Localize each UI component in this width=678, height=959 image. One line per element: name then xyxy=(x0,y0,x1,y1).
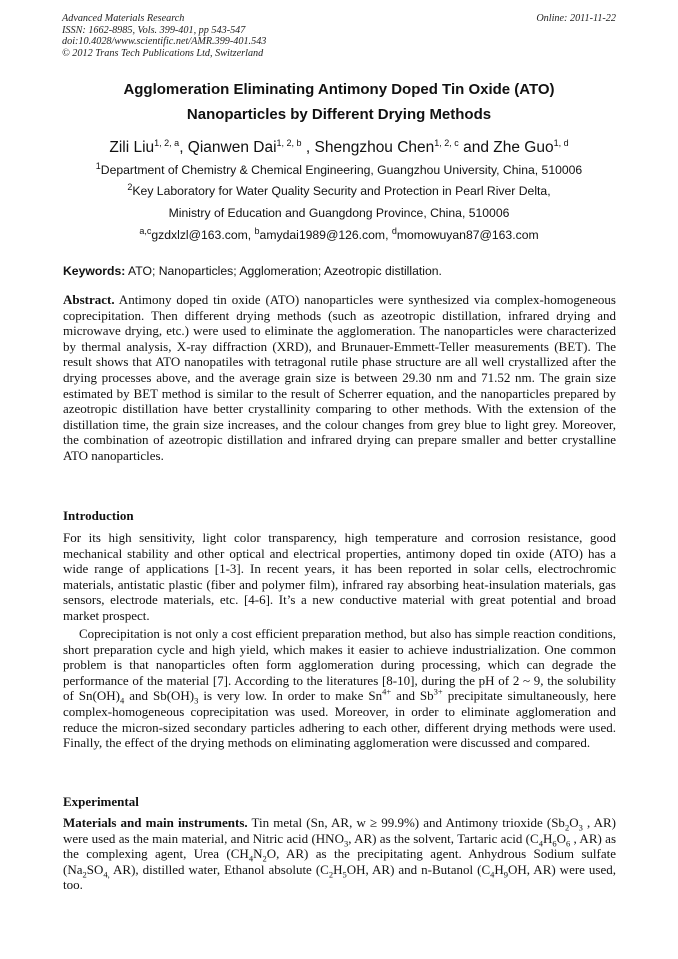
subscript: 2 xyxy=(82,869,87,880)
subscript: 3 xyxy=(343,838,349,849)
intro-paragraph-1: For its high sensitivity, light color transparency, high temperature and corrosion resistance, good mechanical stability and other optical and electrical properties, antimony doped tin oxide (ATO) has a wide range of applications [1-3]. In recent years, it has been reported in solar cells, electrochromic materials, antistatic plastic (fiber and polymer film), infrared ray absorbing heat-insulation materials, gas sensors, electrode materials, etc. [4-6]. It’s a new conductive material with great potential and broad market prospect. xyxy=(63,530,616,623)
aff-text: Department of Chemistry & Chemical Engineering, Guangzhou University, China, 510006 xyxy=(100,163,583,177)
author-list xyxy=(40,139,638,157)
text-run: SO xyxy=(86,861,104,877)
issn-line: ISSN: 1662-8985, Vols. 399-401, pp 543-547 xyxy=(62,24,246,36)
email-line xyxy=(40,225,638,243)
text-run: H xyxy=(542,830,553,846)
subscript: 2 xyxy=(328,869,334,880)
experimental-paragraph xyxy=(63,815,616,893)
subscript: 4 xyxy=(248,853,254,864)
author-sup: 1, 2, c xyxy=(434,137,459,148)
online-date: Online: 2011-11-22 xyxy=(536,13,616,24)
text-run: AR), distilled water, Ethanol absolute (C xyxy=(109,861,329,877)
email-link[interactable]: gzdxlzl@163.com, xyxy=(151,228,255,242)
author-name: , Qianwen Dai xyxy=(179,139,277,156)
text-run: H xyxy=(333,861,343,877)
aff-sup: 1 xyxy=(95,160,101,171)
journal-header xyxy=(62,13,618,59)
author-sup: 1, d xyxy=(553,137,569,148)
text-run: N xyxy=(253,846,263,862)
subscript: 4 xyxy=(490,869,495,880)
subscript: 4 xyxy=(538,838,543,849)
text-run: O xyxy=(569,815,579,830)
text-run: , AR) as the complexing agent, Urea (CH xyxy=(63,830,616,862)
abstract-paragraph xyxy=(63,292,616,464)
email-link[interactable]: momowuyan87@163.com xyxy=(396,228,539,242)
subscript: 5 xyxy=(342,869,347,880)
subscript: 2 xyxy=(564,822,570,833)
subscript: 4, xyxy=(103,869,110,880)
subscript: 2 xyxy=(262,853,267,864)
subscript: 6 xyxy=(565,838,571,849)
text-run: OH, AR) and n-Butanol (C xyxy=(346,861,491,877)
superscript: 3+ xyxy=(433,687,443,698)
subscript: 3 xyxy=(194,695,199,706)
aff-sup: 2 xyxy=(127,181,133,192)
paper-title-line-1: Agglomeration Eliminating Antimony Doped Tin Oxide (ATO) xyxy=(123,81,555,98)
author-name: , Shengzhou Chen xyxy=(301,139,435,156)
doi-line: doi:10.4028/www.scientific.net/AMR.399-401.543 xyxy=(62,36,267,48)
keywords-label: Keywords: xyxy=(63,264,126,278)
affiliation-2-line-2: Ministry of Education and Guangdong Province, China, 510006 xyxy=(168,206,510,220)
abstract-label: Abstract. xyxy=(63,292,115,307)
author-sup: 1, 2, b xyxy=(276,137,302,148)
keywords xyxy=(63,264,623,278)
text-run: , AR) as the solvent, Tartaric acid (C xyxy=(348,830,539,846)
paper-title-line-2: Nanoparticles by Different Drying Methods xyxy=(186,106,492,123)
text-run: and Sb xyxy=(391,688,434,704)
email-sup: d xyxy=(391,225,397,236)
subscript: 3 xyxy=(578,822,583,833)
subscript: 6 xyxy=(552,838,557,849)
text-run: O, AR) as the precipitating agent. Anhydrous Sodium sulfate (Na xyxy=(63,846,616,877)
superscript: 4+ xyxy=(382,687,392,698)
author-name: Zili Liu xyxy=(109,139,155,156)
subscript: 4 xyxy=(119,695,125,706)
author-name: and Zhe Guo xyxy=(458,139,554,156)
subscript: 9 xyxy=(503,869,509,880)
email-link[interactable]: amydai1989@126.com, xyxy=(259,228,392,242)
text-run: and Sb(OH) xyxy=(124,688,195,704)
text-run: is very low. In order to make Sn xyxy=(198,688,383,704)
section-heading-introduction: Introduction xyxy=(63,508,134,523)
copyright-line: © 2012 Trans Tech Publications Ltd, Switzerland xyxy=(62,47,264,59)
abstract-text: Antimony doped tin oxide (ATO) nanoparticles were synthesized via complex-homogeneous coprecipitation. Then different drying methods (such as azeotropic distillation, infrared drying and microwave drying, etc.) were used to eliminate the agglomeration. The nanoparticles were characterized by thermal analysis, X-ray diffraction (XRD), and Brunauer-Emmett-Teller measurements (BET). The result shows that ATO nanopatiles with tetragonal rutile phase structure are all well crystallized after the drying processes above, and the average grain size is between 29.30 nm and 71.52 nm. The grain size estimated by BET method is similar to the result of Scherrer equation, and the nanoparticles prepared by azeotropic distillation have better crystallinity comparing to other methods. With the extension of the distillation time, the grain size increases, and the colour changes from grey blue to light grey. Moreover, the combination of azeotropic distillation and infrared drying can prepare smaller and better crystalline ATO nanoparticles. xyxy=(63,292,616,463)
text-run: , AR) were used as the main material, and Nitric acid (HNO xyxy=(63,815,617,846)
text-run: Coprecipitation is not only a cost efficient preparation method, but also has simple reaction conditions, short preparation cycle and high yield, which makes it easier to achieve industrialization. One common problem is that nanoparticles often form agglomeration during processing, which can degrade the performance of the material [7]. According to the literatures [8-10], during the pH of 2 ~ 9, the solubility of Sn(OH) xyxy=(63,626,616,704)
text-run: OH, AR) were used, too. xyxy=(63,861,616,893)
subsection-heading: Materials and main instruments. xyxy=(63,815,248,830)
affiliation-2 xyxy=(40,181,638,199)
text-run: O xyxy=(556,830,566,846)
email-sup: a,c xyxy=(139,225,152,236)
text-run: Tin metal (Sn, AR, w ≥ 99.9%) and Antimony trioxide (Sb xyxy=(247,815,565,830)
author-sup: 1, 2, a xyxy=(154,137,180,148)
journal-name: Advanced Materials Research xyxy=(62,13,185,24)
keywords-text: ATO; Nanoparticles; Agglomeration; Azeotropic distillation. xyxy=(125,264,442,278)
email-sup: b xyxy=(254,225,260,236)
text-run: precipitate simultaneously, here complex-homogeneous coprecipitation was used. Moreover, in order to eliminate agglomeration and reduce the micron-sized secondary particles adhering to each other, different drying methods were used. Finally, the effect of the drying methods on eliminating agglomeration were discussed and compared. xyxy=(63,688,617,751)
intro-paragraph-2 xyxy=(63,626,616,751)
affiliation-1 xyxy=(40,160,638,178)
aff-text: Key Laboratory for Water Quality Security and Protection in Pearl River Delta, xyxy=(132,184,551,198)
section-heading-experimental: Experimental xyxy=(63,794,139,809)
text-run: H xyxy=(494,861,504,877)
